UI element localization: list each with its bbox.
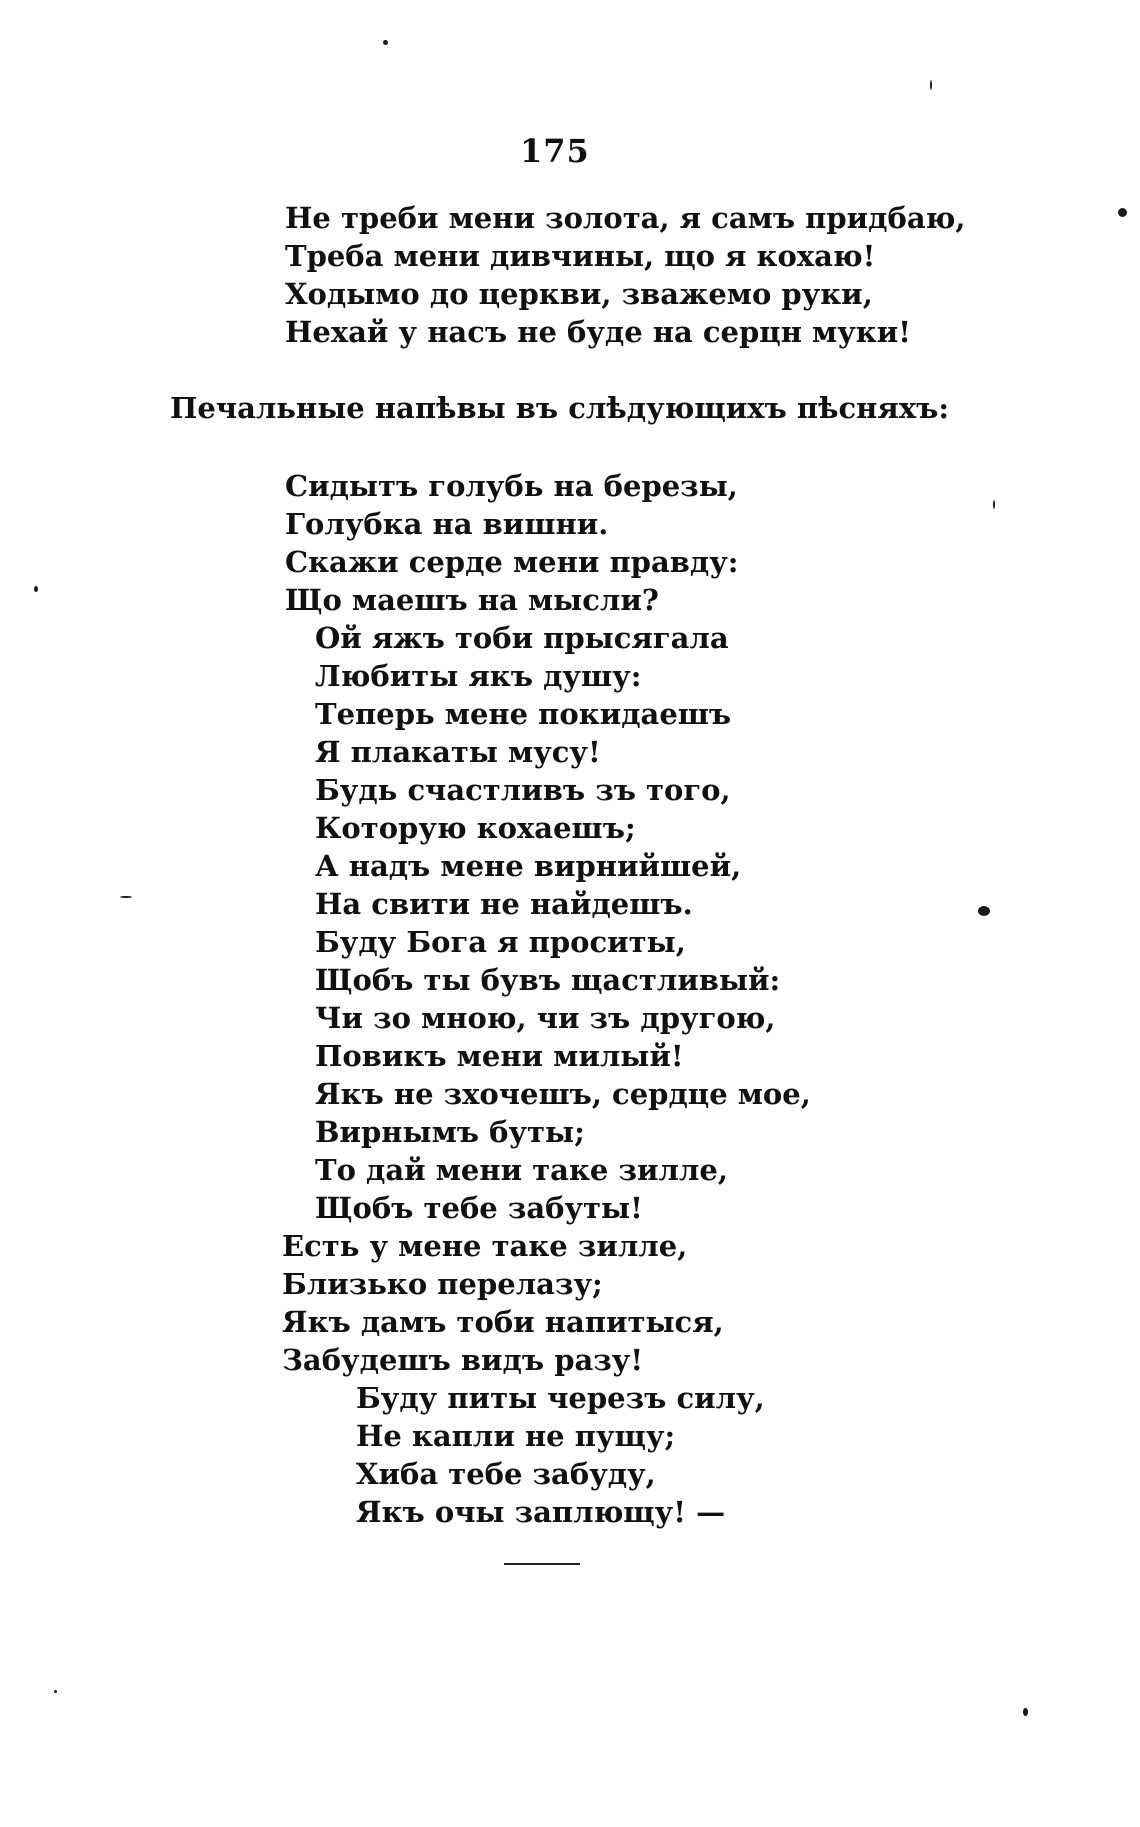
song-line: Любиты якъ душу:	[315, 659, 642, 693]
song-line: Вирнымъ буты;	[315, 1115, 585, 1149]
song-line: Я плакаты мусу!	[315, 735, 601, 769]
stanza-line: Ходымо до церкви, зважемо руки,	[285, 277, 873, 311]
song-line: Чи зо мною, чи зъ другою,	[315, 1001, 776, 1035]
song-line: Забудешъ видъ разу!	[282, 1343, 644, 1377]
song-line: Що маешъ на мысли?	[285, 583, 659, 617]
stanza-line: Не треби мени золота, я самъ придбаю,	[285, 201, 966, 235]
song-line: Будь счастливъ зъ того,	[315, 773, 731, 807]
song-line: Голубка на вишни.	[285, 507, 609, 541]
scan-speck	[993, 500, 995, 509]
song-line: Сидытъ голубь на березы,	[285, 469, 738, 503]
scan-speck	[34, 586, 38, 592]
song-line: Якъ не зхочешъ, сердце мое,	[315, 1077, 811, 1111]
scan-speck	[383, 40, 388, 45]
song-line: То дай мени таке зилле,	[315, 1153, 728, 1187]
scan-speck	[120, 896, 132, 898]
scan-speck	[1023, 1708, 1028, 1716]
song-line: Которую кохаешъ;	[315, 811, 636, 845]
song-line: Есть у мене таке зилле,	[282, 1229, 688, 1263]
page-number: 175	[520, 132, 590, 170]
song-line: Щобъ тебе забуты!	[315, 1191, 643, 1225]
song-line: На свити не найдешъ.	[315, 887, 693, 921]
section-heading: Печальные напѣвы въ слѣдующихъ пѣсняхъ:	[170, 391, 950, 425]
stanza-line: Нехай у насъ не буде на серцн муки!	[285, 315, 911, 349]
song-line: Теперь мене покидаешъ	[315, 697, 732, 731]
song-line: Якъ очы заплющу! —	[356, 1495, 726, 1529]
stanza-line: Треба мени дивчины, що я кохаю!	[285, 239, 876, 273]
scan-speck	[54, 1690, 57, 1693]
scan-speck	[978, 906, 990, 916]
end-rule	[504, 1563, 580, 1565]
song-line: Не капли не пущу;	[356, 1419, 676, 1453]
song-line: Щобъ ты бувъ щастливый:	[315, 963, 781, 997]
scan-speck	[930, 80, 932, 90]
song-line: А надъ мене вирнийшей,	[315, 849, 742, 883]
song-line: Повикъ мени милый!	[315, 1039, 684, 1073]
scan-speck	[1118, 208, 1127, 217]
song-line: Ой яжъ тоби прысягала	[315, 621, 729, 655]
song-line: Скажи серде мени правду:	[285, 545, 739, 579]
song-line: Хиба тебе забуду,	[356, 1457, 656, 1491]
song-line: Якъ дамъ тоби напитыся,	[282, 1305, 724, 1339]
song-line: Буду питы черезъ силу,	[356, 1381, 765, 1415]
song-line: Близько перелазу;	[282, 1267, 603, 1301]
song-line: Буду Бога я проситы,	[315, 925, 686, 959]
